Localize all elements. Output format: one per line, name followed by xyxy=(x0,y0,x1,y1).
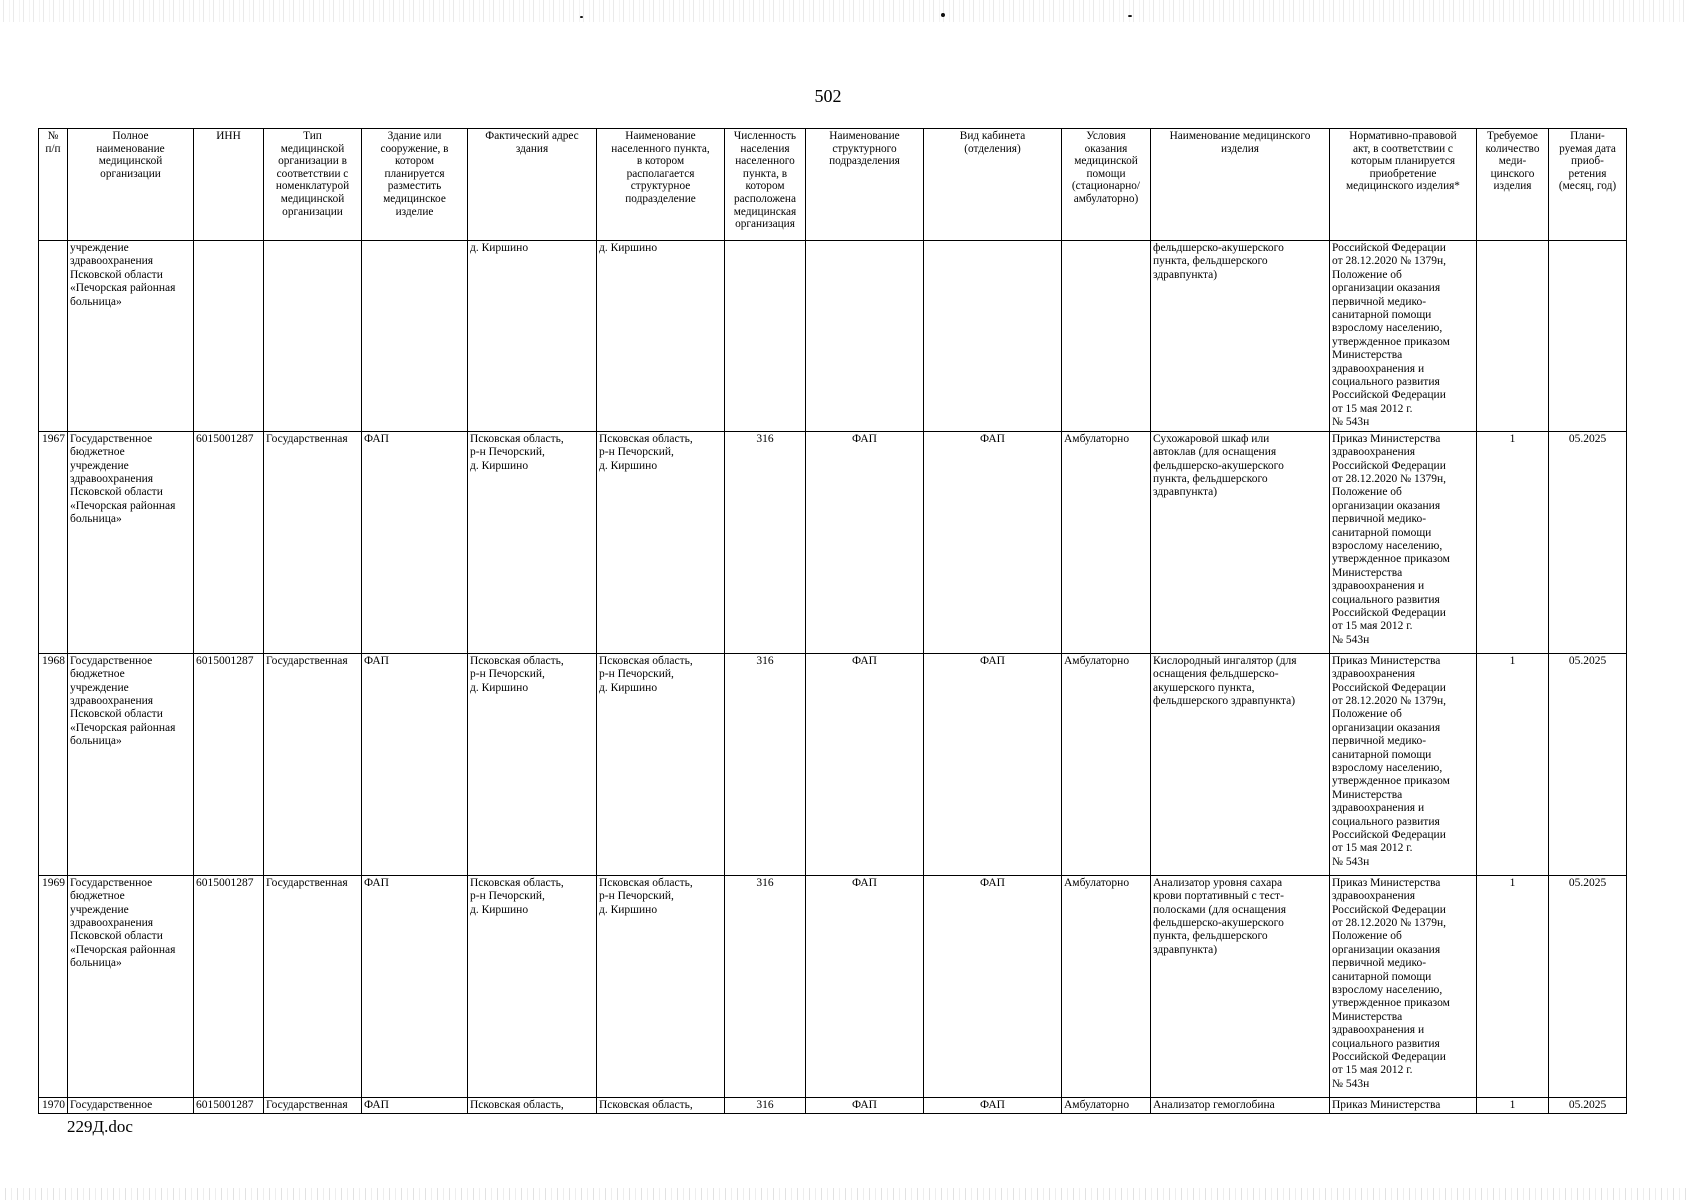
cell-inn: 6015001287 xyxy=(194,431,264,653)
cell-conditions: Амбулаторно xyxy=(1062,431,1151,653)
cell-address: Псковская область, р-н Печорский, д. Киршино xyxy=(468,875,597,1097)
cell-settlement: Псковская область, р-н Печорский, д. Киршино xyxy=(597,653,725,875)
header-cell: Условия оказания медицинской помощи (стационарно/ амбулаторно) xyxy=(1062,129,1151,241)
cell-date: 05.2025 xyxy=(1549,653,1627,875)
cell-settlement: д. Киршино xyxy=(597,241,725,432)
cell-address: д. Киршино xyxy=(468,241,597,432)
cell-building: ФАП xyxy=(362,653,468,875)
cell-settlement: Псковская область, р-н Печорский, д. Киршино xyxy=(597,431,725,653)
header-cell: Нормативно-правовой акт, в соответствии с которым планируется приобретение медицинского изделия* xyxy=(1330,129,1477,241)
scan-noise-top xyxy=(0,0,1686,22)
cell-org: Государственное бюджетное учреждение здравоохранения Псковской области «Печорская районная больница» xyxy=(68,653,194,875)
cell-address: Псковская область, р-н Печорский, д. Киршино xyxy=(468,653,597,875)
cell-org: учреждение здравоохранения Псковской области «Печорская районная больница» xyxy=(68,241,194,432)
cell-date: 05.2025 xyxy=(1549,1097,1627,1113)
cell-building: ФАП xyxy=(362,875,468,1097)
cell-type: Государственная xyxy=(264,431,362,653)
scan-speck xyxy=(580,16,583,18)
header-cell: ИНН xyxy=(194,129,264,241)
table-row-continuation xyxy=(39,241,1627,432)
cell-unit: ФАП xyxy=(806,431,924,653)
footer-filename: 229Д.doc xyxy=(67,1117,133,1136)
cell-qty xyxy=(1477,241,1549,432)
cell-unit xyxy=(806,241,924,432)
cell-org: Государственное xyxy=(68,1097,194,1113)
cell-address: Псковская область, xyxy=(468,1097,597,1113)
cell-type xyxy=(264,241,362,432)
cell-device: Сухожаровой шкаф или автоклав (для оснащения фельдшерско-акушерского пункта, фельдшерского здравпункта) xyxy=(1151,431,1330,653)
cell-act: Приказ Министерства xyxy=(1330,1097,1477,1113)
cell-population xyxy=(725,241,806,432)
scan-noise-bottom xyxy=(0,1188,1686,1200)
cell-num: 1969 xyxy=(39,875,68,1097)
cell-act: Приказ Министерства здравоохранения Российской Федерации от 28.12.2020 № 1379н, Положение об организации оказания первичной медико- санитарной помощи взрослому населению, утвержденное приказом Министерства здравоохранения и социального развития Российской Федерации от 15 мая 2012 г. № 543н xyxy=(1330,653,1477,875)
cell-org: Государственное бюджетное учреждение здравоохранения Псковской области «Печорская районная больница» xyxy=(68,875,194,1097)
cell-qty: 1 xyxy=(1477,431,1549,653)
scan-speck xyxy=(941,13,945,17)
cell-population: 316 xyxy=(725,875,806,1097)
header-cell: Наименование структурного подразделения xyxy=(806,129,924,241)
cell-conditions: Амбулаторно xyxy=(1062,653,1151,875)
scan-speck xyxy=(1128,15,1132,17)
header-cell: Полное наименование медицинской организации xyxy=(68,129,194,241)
header-cell: Численность населения населенного пункта, в котором расположена медицинская организация xyxy=(725,129,806,241)
cell-qty: 1 xyxy=(1477,653,1549,875)
cell-date: 05.2025 xyxy=(1549,875,1627,1097)
table-row xyxy=(39,653,1627,875)
page-number: 502 xyxy=(814,86,842,106)
cell-act: Российской Федерации от 28.12.2020 № 1379н, Положение об организации оказания первичной медико- санитарной помощи взрослому населению, утвержденное приказом Министерства здравоохранения и социального развития Российской Федерации от 15 мая 2012 г. № 543н xyxy=(1330,241,1477,432)
cell-population: 316 xyxy=(725,431,806,653)
header-cell: Плани- руемая дата приоб- ретения (месяц, год) xyxy=(1549,129,1627,241)
cell-date xyxy=(1549,241,1627,432)
cell-device: Анализатор гемоглобина xyxy=(1151,1097,1330,1113)
cell-act: Приказ Министерства здравоохранения Российской Федерации от 28.12.2020 № 1379н, Положение об организации оказания первичной медико- санитарной помощи взрослому населению, утвержденное приказом Министерства здравоохранения и социального развития Российской Федерации от 15 мая 2012 г. № 543н xyxy=(1330,431,1477,653)
cell-cabinet xyxy=(924,241,1062,432)
cell-device: фельдшерско-акушерского пункта, фельдшерского здравпункта) xyxy=(1151,241,1330,432)
cell-inn: 6015001287 xyxy=(194,875,264,1097)
cell-num: 1967 xyxy=(39,431,68,653)
cell-building xyxy=(362,241,468,432)
cell-type: Государственная xyxy=(264,875,362,1097)
cell-act: Приказ Министерства здравоохранения Российской Федерации от 28.12.2020 № 1379н, Положение об организации оказания первичной медико- санитарной помощи взрослому населению, утвержденное приказом Министерства здравоохранения и социального развития Российской Федерации от 15 мая 2012 г. № 543н xyxy=(1330,875,1477,1097)
cell-device: Кислородный ингалятор (для оснащения фельдшерско- акушерского пункта, фельдшерского здравпункта) xyxy=(1151,653,1330,875)
cell-cabinet: ФАП xyxy=(924,1097,1062,1113)
cell-qty: 1 xyxy=(1477,875,1549,1097)
cell-org: Государственное бюджетное учреждение здравоохранения Псковской области «Печорская районная больница» xyxy=(68,431,194,653)
table-row xyxy=(39,875,1627,1097)
header-cell: Здание или сооружение, в котором планируется разместить медицинское изделие xyxy=(362,129,468,241)
cell-cabinet: ФАП xyxy=(924,431,1062,653)
table-header-row xyxy=(39,129,1627,241)
equipment-table xyxy=(38,128,1627,1114)
cell-building: ФАП xyxy=(362,1097,468,1113)
cell-address: Псковская область, р-н Печорский, д. Киршино xyxy=(468,431,597,653)
cell-cabinet: ФАП xyxy=(924,653,1062,875)
header-cell: Фактический адрес здания xyxy=(468,129,597,241)
header-cell: Наименование населенного пункта, в котором располагается структурное подразделение xyxy=(597,129,725,241)
cell-type: Государственная xyxy=(264,1097,362,1113)
cell-unit: ФАП xyxy=(806,875,924,1097)
cell-num: 1970 xyxy=(39,1097,68,1113)
cell-unit: ФАП xyxy=(806,1097,924,1113)
cell-population: 316 xyxy=(725,1097,806,1113)
table-row xyxy=(39,431,1627,653)
cell-inn: 6015001287 xyxy=(194,653,264,875)
cell-settlement: Псковская область, xyxy=(597,1097,725,1113)
cell-conditions: Амбулаторно xyxy=(1062,1097,1151,1113)
cell-cabinet: ФАП xyxy=(924,875,1062,1097)
cell-unit: ФАП xyxy=(806,653,924,875)
header-cell: Требуемое количество меди- цинского изделия xyxy=(1477,129,1549,241)
cell-settlement: Псковская область, р-н Печорский, д. Киршино xyxy=(597,875,725,1097)
header-cell: Тип медицинской организации в соответствии с номенклатурой медицинской организации xyxy=(264,129,362,241)
cell-conditions: Амбулаторно xyxy=(1062,875,1151,1097)
cell-building: ФАП xyxy=(362,431,468,653)
cell-type: Государственная xyxy=(264,653,362,875)
cell-num xyxy=(39,241,68,432)
header-cell: Вид кабинета (отделения) xyxy=(924,129,1062,241)
cell-qty: 1 xyxy=(1477,1097,1549,1113)
header-cell: № п/п xyxy=(39,129,68,241)
cell-inn: 6015001287 xyxy=(194,1097,264,1113)
cell-conditions xyxy=(1062,241,1151,432)
cell-inn xyxy=(194,241,264,432)
cell-population: 316 xyxy=(725,653,806,875)
header-cell: Наименование медицинского изделия xyxy=(1151,129,1330,241)
cell-num: 1968 xyxy=(39,653,68,875)
table-row-partial xyxy=(39,1097,1627,1113)
cell-device: Анализатор уровня сахара крови портативный с тест- полосками (для оснащения фельдшерско-акушерского пункта, фельдшерского здравпункта) xyxy=(1151,875,1330,1097)
cell-date: 05.2025 xyxy=(1549,431,1627,653)
